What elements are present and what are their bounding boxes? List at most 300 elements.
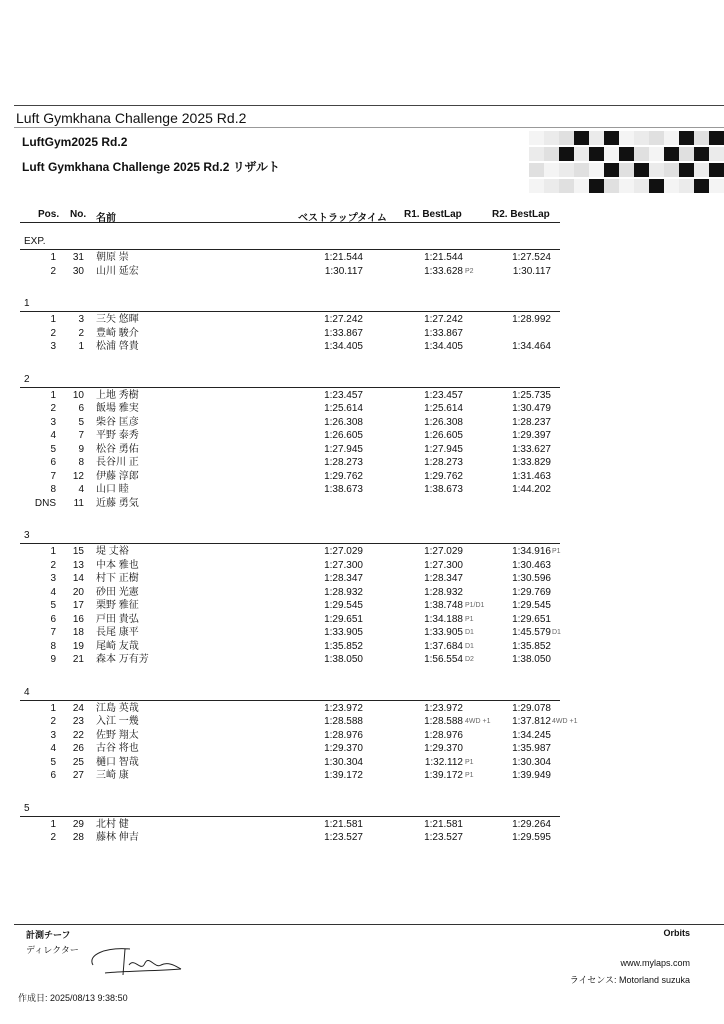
checker-light-square	[559, 131, 574, 145]
r2-lap-cell: 1:34.245	[512, 729, 551, 741]
r1-lap-cell: 1:21.581	[424, 818, 463, 830]
website-label: www.mylaps.com	[620, 958, 690, 968]
car-number-cell: 7	[78, 430, 84, 441]
class-rule	[20, 249, 560, 250]
r2-lap-cell: 1:29.397	[512, 430, 551, 441]
best-lap-cell: 1:23.972	[324, 702, 363, 714]
driver-name-cell: 長谷川 正	[96, 457, 139, 468]
checker-dark-square	[589, 147, 604, 161]
header-rule	[20, 222, 560, 223]
driver-name-cell: 栗野 雅征	[96, 600, 139, 611]
best-lap-cell: 1:25.614	[324, 403, 363, 414]
best-lap-cell: 1:29.370	[324, 743, 363, 754]
best-lap-cell: 1:27.242	[324, 314, 363, 325]
checker-light-square	[694, 163, 709, 177]
r1-note: P2	[465, 267, 474, 275]
position-cell: 1	[50, 314, 56, 325]
class-rule	[20, 700, 560, 701]
car-number-cell: 8	[78, 457, 84, 468]
checker-dark-square	[694, 179, 709, 193]
r1-note: P1	[465, 772, 474, 779]
r1-lap-cell: 1:29.370	[424, 743, 463, 754]
driver-name-cell: 入江 一幾	[96, 716, 139, 727]
driver-name-cell: 近藤 勇気	[96, 497, 139, 509]
r1-lap-cell: 1:26.308	[424, 416, 463, 428]
position-cell: DNS	[34, 497, 56, 509]
checker-dark-square	[709, 131, 724, 145]
table-row	[0, 831, 724, 844]
timing-chief-label: 計測チーフ	[26, 930, 71, 940]
checker-light-square	[544, 147, 559, 161]
driver-name-cell: 長尾 康平	[96, 627, 139, 638]
checker-dark-square	[694, 147, 709, 161]
table-row	[0, 626, 724, 639]
checker-light-square	[604, 147, 619, 161]
r1-lap-cell: 1:33.628	[424, 265, 463, 277]
best-lap-cell: 1:33.905	[324, 627, 363, 638]
checker-light-square	[709, 147, 724, 161]
best-lap-cell: 1:30.117	[324, 265, 363, 277]
r2-lap-cell: 1:39.949	[512, 770, 551, 781]
top-rule	[14, 105, 724, 106]
position-cell: 1	[50, 546, 56, 557]
r1-lap-cell: 1:39.172	[424, 770, 463, 781]
checker-light-square	[664, 163, 679, 177]
class-rule	[20, 387, 560, 388]
car-number-cell: 12	[72, 470, 84, 482]
r2-lap-cell: 1:29.264	[512, 818, 551, 830]
best-lap-cell: 1:35.852	[324, 640, 363, 652]
table-row	[0, 586, 724, 599]
r2-lap-cell: 1:25.735	[512, 389, 551, 401]
position-cell: 1	[50, 389, 56, 401]
class-label: 5	[24, 802, 30, 814]
r2-lap-cell: 1:30.596	[512, 573, 551, 584]
best-lap-cell: 1:23.457	[324, 389, 363, 401]
checker-dark-square	[604, 163, 619, 177]
driver-name-cell: 古谷 将也	[96, 743, 139, 754]
class-label: 2	[24, 373, 30, 385]
r1-lap-cell: 1:29.762	[424, 470, 463, 482]
checker-light-square	[514, 163, 529, 177]
checker-light-square	[529, 179, 544, 193]
table-row	[0, 545, 724, 558]
checker-dark-square	[649, 179, 664, 193]
position-cell: 2	[50, 716, 56, 727]
best-lap-cell: 1:27.945	[324, 443, 363, 455]
table-row	[0, 456, 724, 469]
r1-lap-cell: 1:33.905	[424, 627, 463, 638]
driver-name-cell: 平野 泰秀	[96, 430, 139, 441]
table-row	[0, 429, 724, 442]
r1-lap-cell: 1:34.405	[424, 341, 463, 352]
r2-lap-cell: 1:34.464	[512, 341, 551, 352]
r1-note: D1	[465, 642, 474, 650]
checkered-flag-graphic	[439, 127, 724, 194]
checker-dark-square	[574, 131, 589, 145]
checker-light-square	[439, 163, 454, 177]
position-cell: 2	[50, 265, 56, 277]
checker-light-square	[544, 179, 559, 193]
car-number-cell: 11	[73, 497, 84, 509]
table-row	[0, 251, 724, 264]
r2-note: P1	[552, 548, 561, 555]
best-lap-cell: 1:28.273	[324, 457, 363, 468]
checker-light-square	[589, 163, 604, 177]
driver-name-cell: 佐野 翔太	[96, 729, 139, 741]
r1-lap-cell: 1:21.544	[424, 252, 463, 263]
checker-light-square	[514, 131, 529, 145]
class-rule	[20, 543, 560, 544]
car-number-cell: 30	[72, 265, 84, 277]
table-row	[0, 729, 724, 742]
checker-light-square	[694, 131, 709, 145]
r1-lap-cell: 1:37.684	[424, 640, 463, 652]
driver-name-cell: 藤林 伸吉	[96, 832, 139, 843]
best-lap-cell: 1:29.651	[324, 613, 363, 625]
best-lap-cell: 1:28.588	[324, 716, 363, 727]
position-cell: 8	[50, 640, 56, 652]
r2-lap-cell: 1:31.463	[512, 470, 551, 482]
checker-light-square	[499, 131, 514, 145]
r1-lap-cell: 1:28.273	[424, 457, 463, 468]
car-number-cell: 19	[72, 640, 84, 652]
checker-light-square	[544, 163, 559, 177]
checker-light-square	[634, 131, 649, 145]
table-row	[0, 613, 724, 626]
checker-light-square	[469, 163, 484, 177]
driver-name-cell: 伊藤 淳郎	[96, 470, 139, 482]
r1-lap-cell: 1:23.527	[424, 832, 463, 843]
checker-light-square	[514, 147, 529, 161]
license-label: ライセンス: Motorland suzuka	[569, 975, 690, 985]
driver-name-cell: 柴谷 匡彦	[96, 416, 139, 428]
position-cell: 4	[50, 430, 56, 441]
checker-light-square	[469, 147, 484, 161]
driver-name-cell: 北村 健	[96, 818, 129, 830]
car-number-cell: 5	[78, 416, 84, 428]
r2-lap-cell: 1:28.237	[512, 416, 551, 428]
best-lap-cell: 1:23.527	[324, 832, 363, 843]
table-row	[0, 640, 724, 653]
position-cell: 2	[50, 559, 56, 571]
col-header-best: ベストラップタイム	[298, 213, 387, 224]
table-row	[0, 470, 724, 483]
r1-lap-cell: 1:23.457	[424, 389, 463, 401]
best-lap-cell: 1:27.029	[324, 546, 363, 557]
position-cell: 5	[50, 600, 56, 611]
best-lap-cell: 1:21.544	[324, 252, 363, 263]
best-lap-cell: 1:33.867	[324, 327, 363, 339]
checker-light-square	[529, 131, 544, 145]
class-rule	[20, 816, 560, 817]
r2-lap-cell: 1:27.524	[512, 252, 551, 263]
r2-lap-cell: 1:33.829	[512, 457, 551, 468]
car-number-cell: 31	[72, 252, 84, 263]
checker-light-square	[439, 147, 454, 161]
checker-light-square	[484, 179, 499, 193]
best-lap-cell: 1:26.308	[324, 416, 363, 428]
col-header-no: No.	[70, 209, 87, 220]
best-lap-cell: 1:30.304	[324, 756, 363, 768]
checker-light-square	[559, 179, 574, 193]
r1-lap-cell: 1:23.972	[424, 702, 463, 714]
r2-lap-cell: 1:28.992	[512, 314, 551, 325]
checker-light-square	[514, 179, 529, 193]
table-row	[0, 702, 724, 715]
checker-light-square	[499, 147, 514, 161]
driver-name-cell: 山川 延宏	[96, 265, 139, 277]
checker-light-square	[454, 163, 469, 177]
position-cell: 7	[50, 627, 56, 638]
r1-lap-cell: 1:27.242	[424, 314, 463, 325]
col-header-r2: R2. BestLap	[492, 209, 550, 220]
checker-light-square	[469, 131, 484, 145]
best-lap-cell: 1:39.172	[324, 770, 363, 781]
r2-lap-cell: 1:29.078	[512, 702, 551, 714]
r2-lap-cell: 1:37.812	[512, 716, 551, 727]
checker-dark-square	[679, 163, 694, 177]
driver-name-cell: 朝原 崇	[96, 252, 129, 263]
best-lap-cell: 1:28.976	[324, 729, 363, 741]
position-cell: 8	[50, 484, 56, 495]
checker-light-square	[529, 163, 544, 177]
driver-name-cell: 松浦 啓貴	[96, 341, 139, 352]
r2-lap-cell: 1:38.050	[512, 654, 551, 665]
checker-light-square	[484, 163, 499, 177]
checker-light-square	[454, 147, 469, 161]
position-cell: 6	[50, 770, 56, 781]
r1-lap-cell: 1:28.976	[424, 729, 463, 741]
class-label: EXP.	[24, 236, 46, 247]
table-row	[0, 559, 724, 572]
car-number-cell: 27	[72, 770, 84, 781]
car-number-cell: 29	[72, 818, 84, 830]
checker-dark-square	[604, 131, 619, 145]
col-header-pos: Pos.	[38, 209, 60, 220]
r2-lap-cell: 1:30.304	[512, 756, 551, 768]
checker-light-square	[679, 147, 694, 161]
checker-light-square	[574, 147, 589, 161]
class-label: 4	[24, 686, 30, 698]
car-number-cell: 28	[72, 832, 84, 843]
position-cell: 3	[50, 573, 56, 584]
best-lap-cell: 1:38.673	[324, 484, 363, 495]
checker-dark-square	[664, 147, 679, 161]
best-lap-cell: 1:28.347	[324, 573, 363, 584]
table-row	[0, 327, 724, 340]
position-cell: 2	[50, 327, 56, 339]
checker-light-square	[484, 147, 499, 161]
driver-name-cell: 堤 丈裕	[96, 546, 129, 557]
car-number-cell: 26	[72, 743, 84, 754]
r2-note: 4WD +1	[552, 718, 578, 725]
driver-name-cell: 村下 正樹	[96, 573, 139, 584]
car-number-cell: 18	[72, 627, 84, 638]
table-row	[0, 265, 724, 278]
series-title: LuftGym2025 Rd.2	[22, 135, 128, 149]
car-number-cell: 25	[72, 756, 84, 768]
event-title: Luft Gymkhana Challenge 2025 Rd.2	[16, 110, 247, 126]
car-number-cell: 21	[72, 654, 84, 665]
checker-light-square	[499, 179, 514, 193]
r1-lap-cell: 1:27.029	[424, 546, 463, 557]
checker-light-square	[439, 179, 454, 193]
checker-light-square	[619, 131, 634, 145]
orbits-label: Orbits	[663, 928, 690, 938]
r2-lap-cell: 1:30.117	[512, 265, 551, 277]
checker-light-square	[529, 147, 544, 161]
driver-name-cell: 三崎 康	[96, 770, 129, 781]
driver-name-cell: 上地 秀樹	[96, 389, 139, 401]
r1-note: P1	[465, 758, 474, 766]
best-lap-cell: 1:38.050	[324, 654, 363, 665]
car-number-cell: 4	[78, 484, 84, 495]
driver-name-cell: 中本 雅也	[96, 559, 139, 571]
r1-lap-cell: 1:27.945	[424, 443, 463, 455]
table-row	[0, 756, 724, 769]
r1-lap-cell: 1:32.112	[424, 756, 463, 768]
table-row	[0, 818, 724, 831]
table-row	[0, 340, 724, 353]
class-label: 1	[24, 298, 30, 309]
r2-lap-cell: 1:35.987	[512, 743, 551, 754]
car-number-cell: 14	[72, 573, 84, 584]
checker-light-square	[634, 147, 649, 161]
r2-lap-cell: 1:30.463	[512, 559, 551, 571]
car-number-cell: 22	[72, 729, 84, 741]
checker-light-square	[679, 179, 694, 193]
created-date: 作成日: 2025/08/13 9:38:50	[18, 993, 128, 1003]
driver-name-cell: 森本 万有芳	[96, 654, 149, 665]
director-signature	[85, 935, 185, 977]
position-cell: 2	[50, 403, 56, 414]
position-cell: 1	[50, 702, 56, 714]
checker-dark-square	[709, 163, 724, 177]
table-row	[0, 715, 724, 728]
position-cell: 3	[50, 416, 56, 428]
car-number-cell: 24	[72, 702, 84, 714]
table-row	[0, 483, 724, 496]
r1-lap-cell: 1:56.554	[424, 654, 463, 665]
r1-lap-cell: 1:28.347	[424, 573, 463, 584]
checker-dark-square	[619, 147, 634, 161]
best-lap-cell: 1:26.605	[324, 430, 363, 441]
driver-name-cell: 江島 英哉	[96, 702, 139, 714]
table-row	[0, 416, 724, 429]
checker-dark-square	[679, 131, 694, 145]
table-row	[0, 443, 724, 456]
car-number-cell: 23	[72, 716, 84, 727]
position-cell: 5	[50, 756, 56, 768]
r2-lap-cell: 1:29.651	[512, 613, 551, 625]
r2-lap-cell: 1:29.545	[512, 600, 551, 611]
r1-lap-cell: 1:38.748	[424, 600, 463, 611]
driver-name-cell: 松谷 勇佑	[96, 443, 139, 455]
best-lap-cell: 1:21.581	[324, 818, 363, 830]
position-cell: 5	[50, 443, 56, 455]
footer-rule	[14, 924, 724, 925]
table-row	[0, 572, 724, 585]
checker-light-square	[649, 147, 664, 161]
checker-light-square	[709, 179, 724, 193]
car-number-cell: 17	[72, 600, 84, 611]
table-row	[0, 389, 724, 402]
position-cell: 4	[50, 743, 56, 754]
car-number-cell: 9	[78, 443, 84, 455]
r1-note: P1/D1	[465, 602, 485, 609]
car-number-cell: 15	[72, 546, 84, 557]
checker-light-square	[439, 131, 454, 145]
best-lap-cell: 1:28.932	[324, 586, 363, 598]
checker-light-square	[634, 179, 649, 193]
table-row	[0, 313, 724, 326]
r1-lap-cell: 1:27.300	[424, 559, 463, 571]
checker-light-square	[664, 179, 679, 193]
driver-name-cell: 山口 睦	[96, 484, 129, 495]
checker-dark-square	[634, 163, 649, 177]
best-lap-cell: 1:34.405	[324, 341, 363, 352]
driver-name-cell: 戸田 貴弘	[96, 613, 139, 625]
checker-light-square	[469, 179, 484, 193]
car-number-cell: 3	[78, 314, 84, 325]
position-cell: 1	[50, 252, 56, 263]
table-row	[0, 599, 724, 612]
r2-lap-cell: 1:30.479	[512, 403, 551, 414]
r2-lap-cell: 1:29.769	[512, 586, 551, 598]
checker-dark-square	[589, 179, 604, 193]
position-cell: 7	[50, 470, 56, 482]
table-row	[0, 497, 724, 510]
r1-note: D1	[465, 629, 474, 636]
checker-light-square	[619, 179, 634, 193]
r1-lap-cell: 1:34.188	[424, 613, 463, 625]
results-title: Luft Gymkhana Challenge 2025 Rd.2 リザルト	[22, 160, 280, 174]
best-lap-cell: 1:29.762	[324, 470, 363, 482]
r1-lap-cell: 1:28.932	[424, 586, 463, 598]
table-row	[0, 402, 724, 415]
r1-lap-cell: 1:28.588	[424, 716, 463, 727]
checker-light-square	[484, 131, 499, 145]
r1-note: 4WD +1	[465, 718, 491, 725]
position-cell: 9	[50, 654, 56, 665]
car-number-cell: 10	[72, 389, 84, 401]
checker-dark-square	[559, 147, 574, 161]
checker-light-square	[574, 179, 589, 193]
checker-light-square	[544, 131, 559, 145]
checker-light-square	[574, 163, 589, 177]
r1-lap-cell: 1:33.867	[424, 327, 463, 339]
class-label: 3	[24, 530, 30, 541]
r1-lap-cell: 1:26.605	[424, 430, 463, 441]
checker-light-square	[454, 179, 469, 193]
best-lap-cell: 1:29.545	[324, 600, 363, 611]
r1-lap-cell: 1:25.614	[424, 403, 463, 414]
car-number-cell: 20	[72, 586, 84, 598]
r2-lap-cell: 1:45.579	[512, 627, 551, 638]
r2-lap-cell: 1:44.202	[512, 484, 551, 495]
position-cell: 6	[50, 457, 56, 468]
checker-light-square	[604, 179, 619, 193]
position-cell: 3	[50, 729, 56, 741]
best-lap-cell: 1:27.300	[324, 559, 363, 571]
r1-note: D2	[465, 656, 474, 663]
driver-name-cell: 三矢 悠暉	[96, 314, 139, 325]
checker-light-square	[499, 163, 514, 177]
position-cell: 6	[50, 613, 56, 625]
table-row	[0, 769, 724, 782]
checker-light-square	[649, 131, 664, 145]
